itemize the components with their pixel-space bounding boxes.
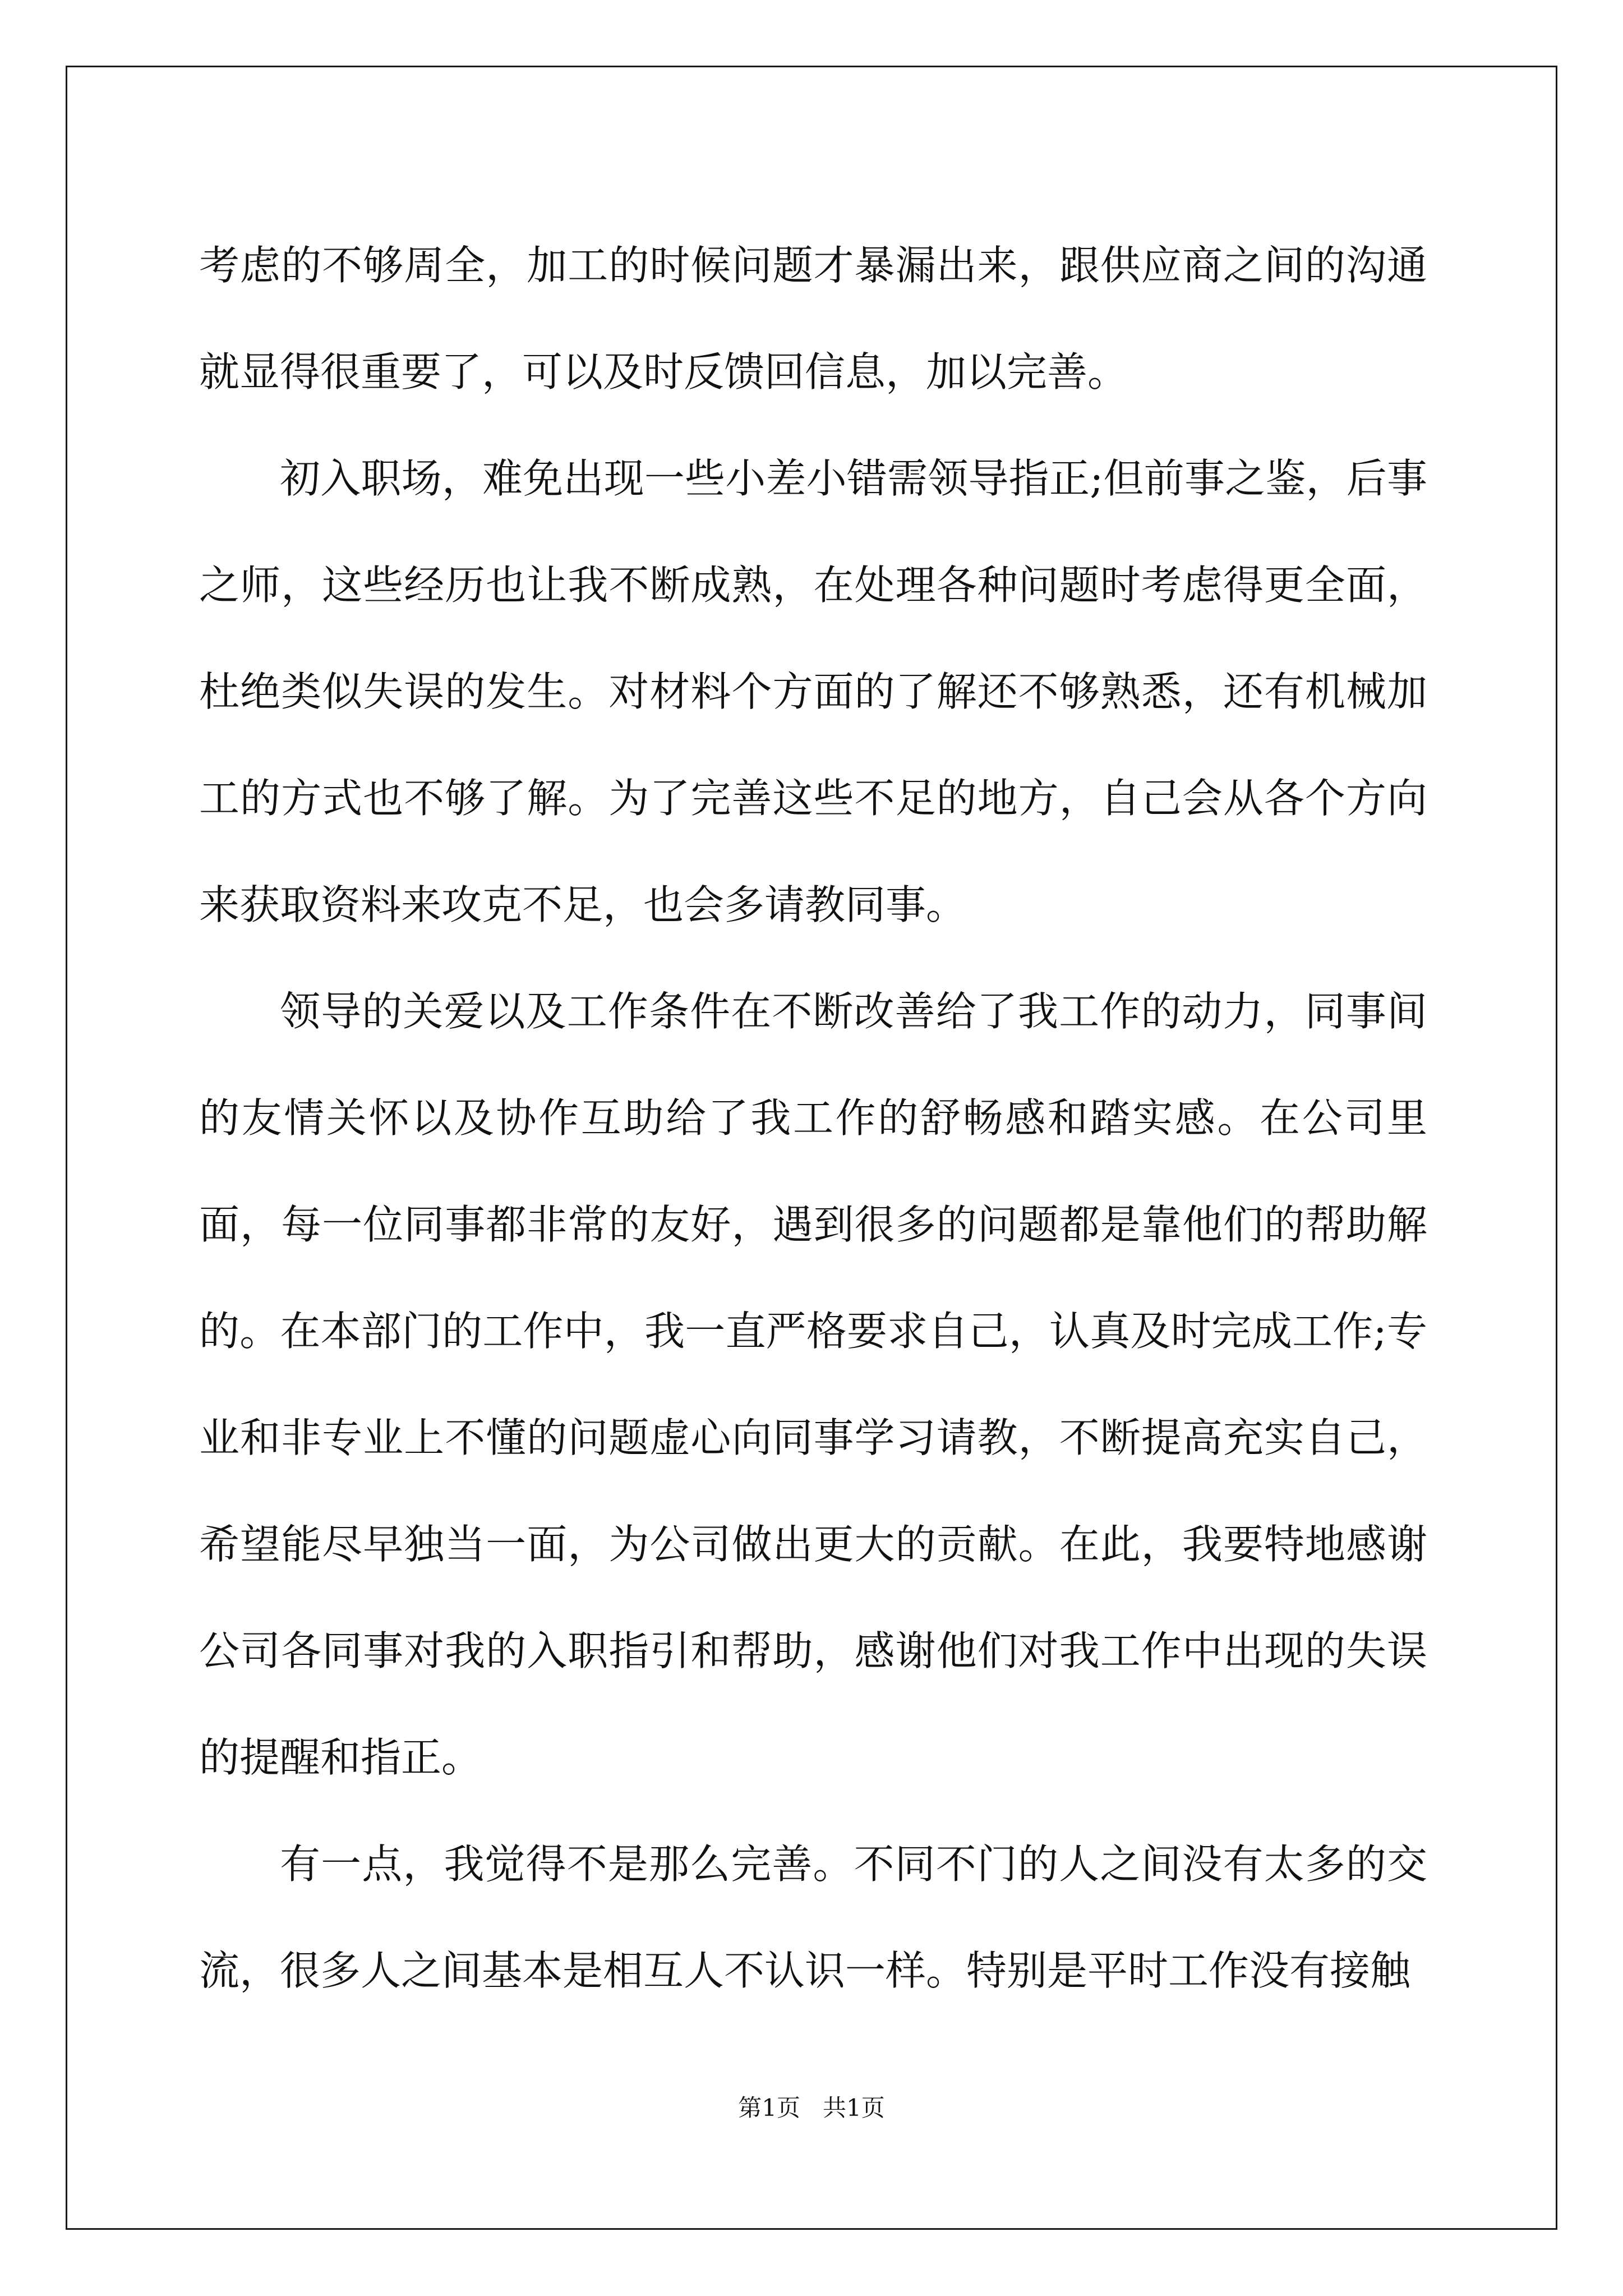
document-body (199, 212, 1427, 2024)
paragraph-4: 有一点，我觉得不是那么完善。不同不门的人之间没有太多的交流，很多人之间基本是相互人不认识一样。特别是平时工作没有接触 (199, 1841, 1427, 1994)
paragraph-1: 考虑的不够周全，加工的时候问题才暴漏出来，跟供应商之间的沟通就显得很重要了，可以及时反馈回信息，加以完善。 (199, 242, 1427, 395)
paragraph-3: 领导的关爱以及工作条件在不断改善给了我工作的动力，同事间的友情关怀以及协作互助给了我工作的舒畅感和踏实感。在公司里面，每一位同事都非常的友好，遇到很多的问题都是靠他们的帮助解的。在本部门的工作中，我一直严格要求自己，认真及时完成工作;专业和非专业上不懂的问题虚心向同事学习请教，不断提高充实自己，希望能尽早独当一面，为公司做出更大的贡献。在此，我要特地感谢公司各同事对我的入职指引和帮助，感谢他们对我工作中出现的失误的提醒和指正。 (199, 988, 1427, 1781)
page-footer: 第1页 共1页 (738, 2094, 885, 2122)
paragraph-2: 初入职场，难免出现一些小差小错需领导指正;但前事之鉴，后事之师，这些经历也让我不断成熟，在处理各种问题时考虑得更全面，杜绝类似失误的发生。对材料个方面的了解还不够熟悉，还有机械加工的方式也不够了解。为了完善这些不足的地方，自己会从各个方向来获取资料来攻克不足，也会多请教同事。 (199, 455, 1427, 928)
